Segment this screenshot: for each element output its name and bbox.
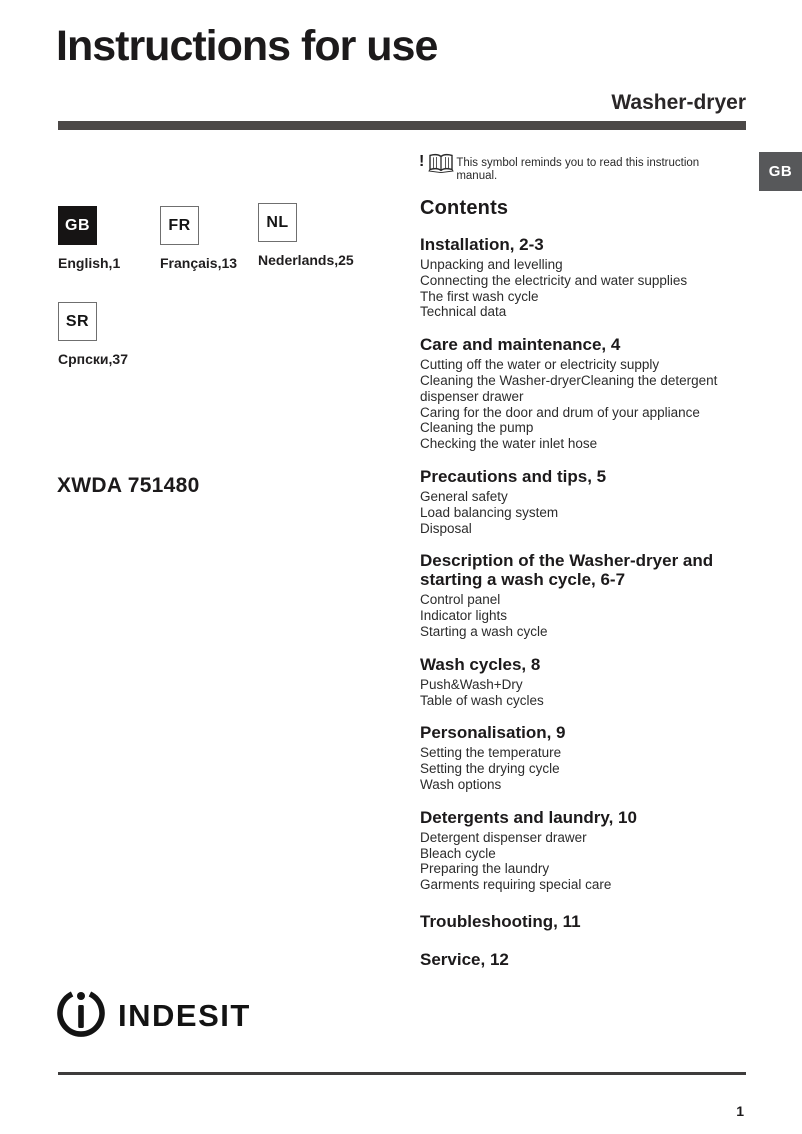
- language-label-fr: Français,13: [160, 255, 238, 271]
- toc-item: Disposal: [420, 520, 472, 536]
- note-text: This symbol reminds you to read this instruction manual.: [456, 157, 700, 182]
- brand-logo: [56, 984, 251, 1043]
- toc-item: Table of wash cycles: [420, 692, 544, 708]
- page-title: Instructions for use: [56, 22, 438, 70]
- brand-wordmark: INDESIT: [118, 997, 251, 1033]
- language-entry-sr: [58, 302, 178, 367]
- toc-section-title: Troubleshooting, 11: [420, 911, 581, 931]
- toc-item: General safety: [420, 488, 508, 504]
- toc-section-title: Detergents and laundry, 10: [420, 807, 637, 827]
- language-badge-gb: GB: [58, 206, 97, 245]
- appliance-type-label: Washer-dryer: [611, 91, 746, 114]
- toc-section-title: Precautions and tips, 5: [420, 466, 607, 486]
- toc-section-title: Wash cycles, 8: [420, 654, 541, 674]
- toc-section-precautions: [420, 467, 750, 536]
- language-corner-tab: GB: [759, 152, 802, 191]
- toc-section-service: [420, 950, 750, 969]
- toc-item: Setting the temperature: [420, 745, 562, 761]
- language-label-sr: Српски,37: [58, 351, 128, 367]
- toc-section-care: [420, 335, 750, 452]
- toc-item: Caring for the door and drum of your appliance: [420, 404, 700, 420]
- toc-item: Bleach cycle: [420, 845, 496, 861]
- toc-section-installation: [420, 235, 750, 320]
- toc-section-wash-cycles: [420, 655, 750, 709]
- toc-item: Cleaning the pump: [420, 420, 534, 436]
- toc-item: The first wash cycle: [420, 288, 539, 304]
- header-divider: [58, 121, 746, 130]
- exclamation-mark: !: [419, 153, 425, 170]
- toc-section-troubleshooting: [420, 912, 750, 931]
- toc-section-description: [420, 551, 750, 639]
- language-badge-sr: SR: [58, 302, 97, 341]
- toc-item: Checking the water inlet hose: [420, 436, 598, 452]
- language-label-nl: Nederlands,25: [258, 252, 354, 268]
- toc-section-personalisation: [420, 723, 750, 792]
- page-number: 1: [736, 1103, 744, 1119]
- footer-divider: [58, 1072, 746, 1075]
- toc-item: Technical data: [420, 304, 507, 320]
- toc-item: Preparing the laundry: [420, 861, 550, 877]
- table-of-contents: [420, 197, 750, 972]
- toc-section-title: Personalisation, 9: [420, 723, 566, 743]
- toc-item: Setting the drying cycle: [420, 761, 560, 777]
- toc-item: Load balancing system: [420, 504, 559, 520]
- language-badge-nl: NL: [258, 203, 297, 242]
- toc-section-title: Care and maintenance, 4: [420, 335, 621, 355]
- toc-section-title: Description of the Washer-dryer and starting a wash cycle, 6-7: [420, 551, 714, 590]
- toc-item: Connecting the electricity and water supplies: [420, 272, 688, 288]
- toc-item: Control panel: [420, 592, 501, 608]
- language-entry-nl: [258, 203, 378, 268]
- toc-item: Unpacking and levelling: [420, 257, 563, 272]
- model-number: XWDA 751480: [57, 474, 200, 497]
- toc-section-detergents: [420, 808, 750, 893]
- toc-item: Indicator lights: [420, 608, 508, 624]
- toc-item: Detergent dispenser drawer: [420, 829, 587, 845]
- indesit-logo-icon: [56, 984, 106, 1043]
- toc-section-title: Installation, 2-3: [420, 235, 544, 254]
- open-book-icon: [428, 153, 454, 178]
- toc-item: Starting a wash cycle: [420, 623, 548, 639]
- contents-heading: Contents: [420, 197, 509, 219]
- toc-item: Cleaning the Washer-dryerCleaning the detergent dispenser drawer: [420, 372, 718, 404]
- toc-section-title: Service, 12: [420, 949, 509, 969]
- toc-item: Garments requiring special care: [420, 877, 612, 893]
- language-label-gb: English,1: [58, 255, 121, 271]
- toc-item: Push&Wash+Dry: [420, 676, 523, 692]
- toc-item: Wash options: [420, 776, 502, 792]
- language-badge-fr: FR: [160, 206, 199, 245]
- toc-item: Cutting off the water or electricity supply: [420, 357, 660, 373]
- read-manual-note: [419, 153, 739, 183]
